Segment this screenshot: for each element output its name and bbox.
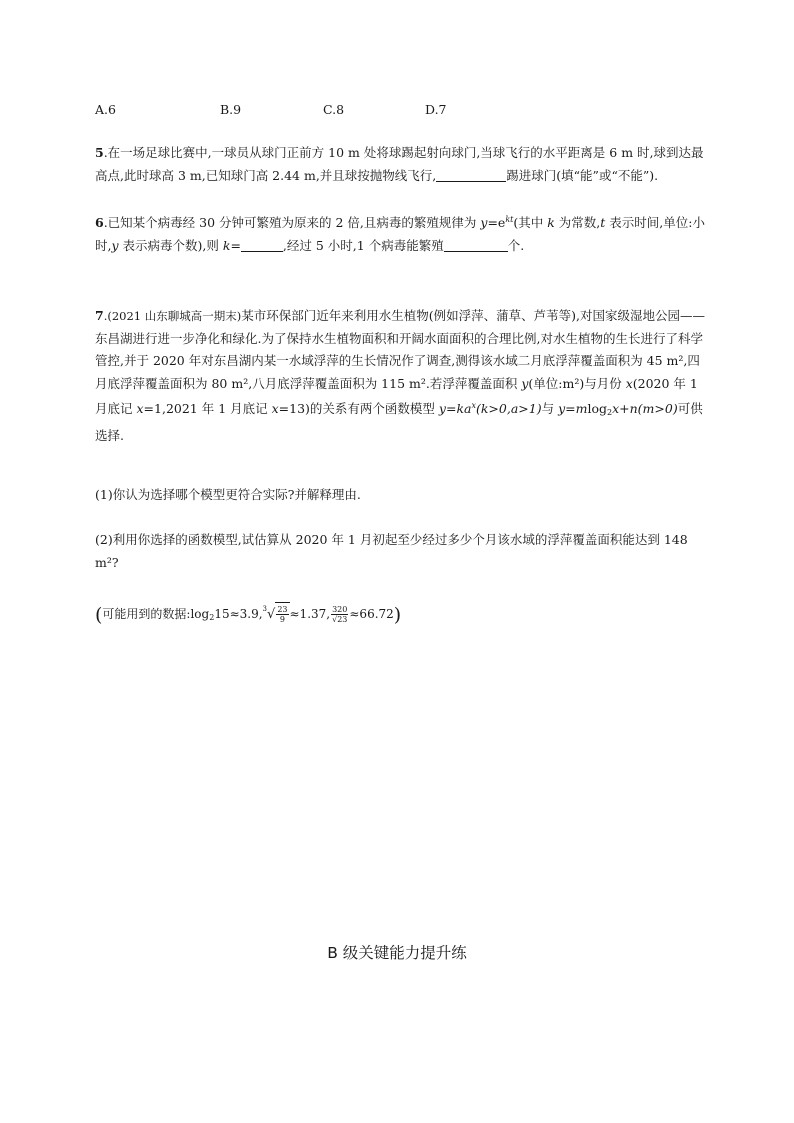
question-text: 个. xyxy=(507,237,525,253)
numerator: 23 xyxy=(277,605,288,614)
section-title: B 级关键能力提升练 xyxy=(327,944,467,962)
question-text: =13)的关系有两个函数模型 xyxy=(278,401,439,416)
math-var: k xyxy=(547,215,555,230)
question-text: 为常数, xyxy=(554,215,601,230)
hint-data xyxy=(95,598,707,630)
question-text: .已知某个病毒经 30 分钟可繁殖为原来的 2 倍,且病毒的繁殖规律为 xyxy=(103,215,481,230)
math-var: x xyxy=(625,375,633,391)
answer-blank[interactable] xyxy=(436,167,506,182)
root-index: 3 xyxy=(262,605,268,613)
fraction xyxy=(276,605,288,624)
math-text: = xyxy=(230,237,241,253)
question-text: (其中 xyxy=(513,215,548,230)
math-exponent: x xyxy=(471,401,476,410)
question-text: 与 xyxy=(541,401,559,416)
radicand xyxy=(275,602,289,626)
hint-text: 可能用到的数据:log xyxy=(102,607,210,621)
question-text: 某市环保部门近年来利用水生植物(例如浮萍、蒲草、芦苇等),对国家级湿地公园——东昌湖进行进一步净化和绿化.为了保持水生植物面积和开阔水面面积的合理比例,对水生植物的生长进行了科学管控,并于 2020 年对东昌湖内某一水域浮萍的生长情况作了调查,测得该水域二月底浮萍覆盖面积为 45 m²,四月底浮萍覆盖面积为 80 m²,八月底浮萍覆盖面积为 115 m².若浮萍覆盖面积 xyxy=(95,308,705,391)
option-c: C.8 xyxy=(323,102,345,117)
option-b: B.9 xyxy=(220,102,242,117)
question-text: 表示时间,单位:小时, xyxy=(95,215,705,253)
question-5 xyxy=(95,142,707,187)
model-2-condition: (m>0) xyxy=(637,401,678,416)
answer-blank[interactable] xyxy=(241,237,283,252)
numerator: 320 xyxy=(332,605,348,614)
question-text: 表示病毒个数),则 xyxy=(118,237,223,253)
hint-value: 15≈3.9, xyxy=(214,607,263,621)
question-text: =1,2021 年 1 月底记 xyxy=(143,401,272,416)
hint-value: ≈66.72 xyxy=(349,607,394,621)
question-number: 7 xyxy=(95,308,104,323)
math-subscript: 2 xyxy=(209,613,215,622)
math-var: y xyxy=(480,215,488,230)
question-text: (2020 年 1 月底记 xyxy=(95,375,698,416)
question-text: 踢进球门(填“能”或“不能”). xyxy=(506,167,659,183)
question-text: ,经过 5 小时,1 个病毒能繁殖 xyxy=(282,237,444,253)
math-subscript: 2 xyxy=(607,408,613,417)
math-var: x xyxy=(271,401,279,416)
answer-blank[interactable] xyxy=(444,237,508,252)
question-7-part-2: (2)利用你选择的函数模型,试估算从 2020 年 1 月初起至少经过多少个月该水域的浮萍覆盖面积能达到 148 m²? xyxy=(95,532,688,570)
model-2: x+n xyxy=(612,401,638,416)
question-7-part-1: (1)你认为选择哪个模型更符合实际?并解释理由. xyxy=(95,487,361,502)
question-6 xyxy=(95,209,707,257)
question-number: 5 xyxy=(95,145,104,160)
model-1: y=ka xyxy=(438,401,472,416)
option-d: D.7 xyxy=(425,102,447,117)
hint-value: ≈1.37, xyxy=(289,607,331,621)
cube-root xyxy=(263,598,290,627)
model-2: y=m xyxy=(558,401,588,416)
math-exponent: kt xyxy=(505,215,514,224)
denominator: 9 xyxy=(279,615,285,624)
model-1-condition: (k>0,a>1) xyxy=(475,401,542,416)
radical-icon: √ xyxy=(267,607,276,622)
question-text: .在一场足球比赛中,一球员从球门正前方 10 m 处将球踢起射向球门,当球飞行的水平距离是 6 m 时,球到达最高点,此时球高 3 m,已知球门高 2.44 m,并且球按抛物线飞行, xyxy=(95,145,704,183)
open-paren: ( xyxy=(95,604,103,626)
math-var: t xyxy=(600,215,606,230)
fraction xyxy=(331,605,348,624)
denominator: √23 xyxy=(332,615,348,624)
close-paren: ) xyxy=(393,604,402,626)
math-var: y xyxy=(111,237,119,253)
question-source: .(2021 山东聊城高一期末) xyxy=(103,309,242,323)
option-a: A.6 xyxy=(95,102,116,117)
math-var: x xyxy=(136,401,144,416)
question-text: 可供选择. xyxy=(95,401,703,443)
math-var: k xyxy=(222,237,231,253)
question-text: (单位:m²)与月份 xyxy=(528,375,626,391)
math-var: y xyxy=(521,375,529,391)
math-text: =e xyxy=(487,215,506,230)
question-number: 6 xyxy=(95,215,104,230)
answer-options xyxy=(95,99,707,121)
math-text: log xyxy=(587,401,607,416)
question-7 xyxy=(95,305,707,447)
